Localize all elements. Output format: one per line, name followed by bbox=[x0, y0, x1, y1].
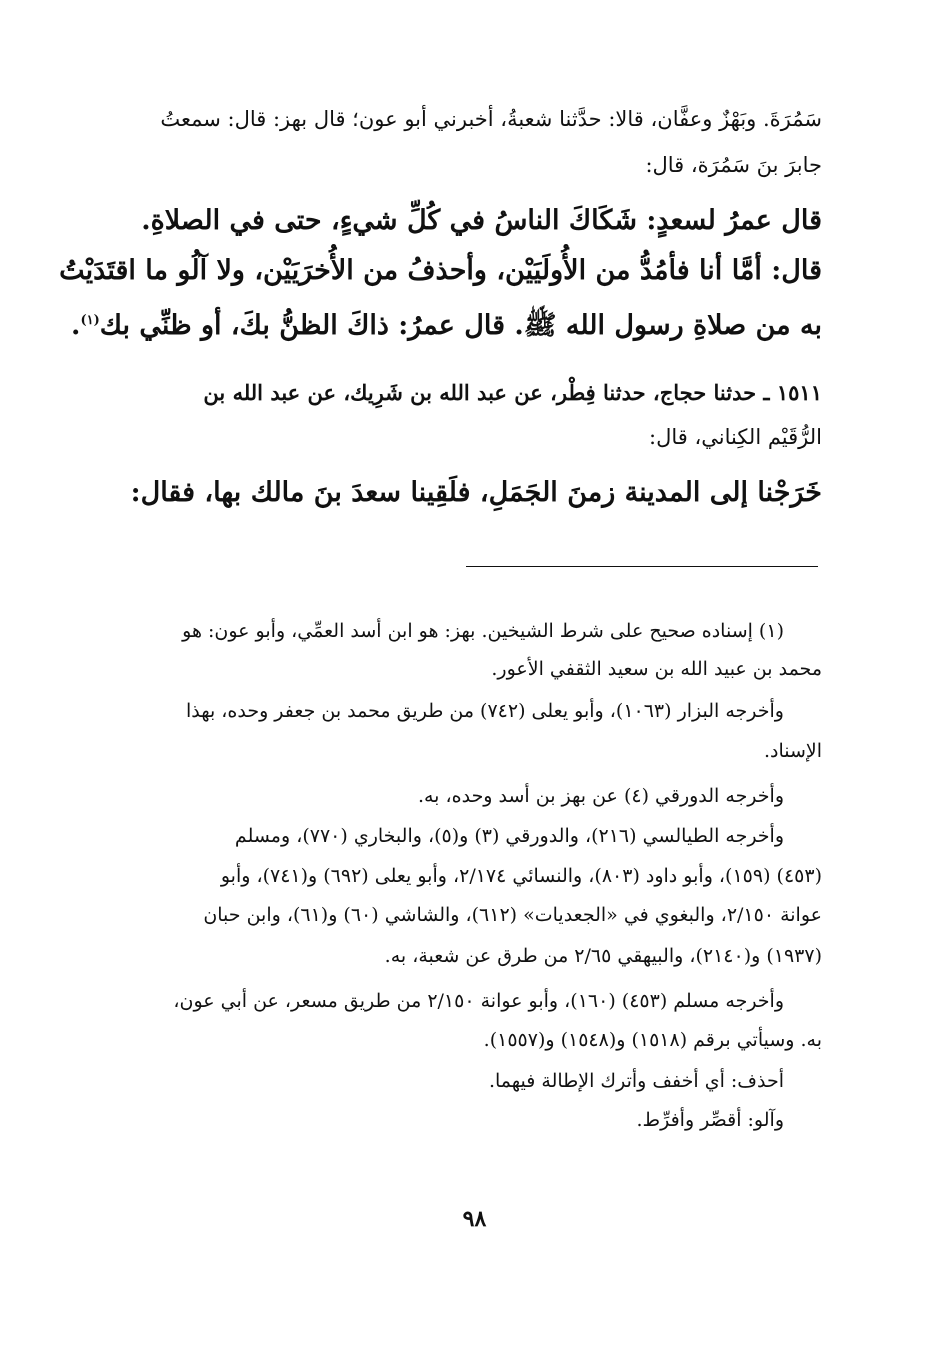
isnad-line: جابرَ بنَ سَمُرَة، قال: bbox=[645, 153, 822, 177]
hadith-text-line: خَرَجْنا إلى المدينة زمنَ الجَمَلِ، فلَقِينا سعدَ بنَ مالك بها، فقال: bbox=[130, 477, 822, 508]
footnote-line: أحذف: أي أخفف وأترك الإطالة فيهما. bbox=[488, 1070, 784, 1092]
page-number: ٩٨ bbox=[462, 1206, 487, 1232]
footnote-line: وأخرجه الدورقي (٤) عن بهز بن أسد وحده، به. bbox=[417, 785, 784, 807]
hadith-text-line: قال عمرُ لسعدٍ: شَكَاكَ الناسُ في كُلِّ شيءٍ، حتى في الصلاةِ. bbox=[141, 205, 822, 236]
footnote-line: وآلو: أقصِّر وأفرِّط. bbox=[636, 1109, 784, 1131]
isnad-line bbox=[110, 368, 822, 418]
footnote-line: وأخرجه الطيالسي (٢١٦)، والدورقي (٣) و(٥)، والبخاري (٧٧٠)، ومسلم bbox=[234, 825, 784, 847]
hadith-text: به من صلاةِ رسول الله ﷺ. قال عمرُ: ذاكَ الظنُّ بكَ، أو ظنِّي بك bbox=[99, 310, 822, 341]
footnote-line: محمد بن عبيد الله بن سعيد الثقفي الأعور. bbox=[491, 658, 822, 680]
hadith-text-line: به من صلاةِ رسول الله ﷺ. قال عمرُ: ذاكَ الظنُّ بكَ، أو ظنِّي بك$^{(١)}$. bbox=[71, 310, 822, 341]
footnote-line: وأخرجه مسلم (٤٥٣) (١٦٠)، وأبو عوانة ٢/١٥٠ من طريق مسعر، عن أبي عون، bbox=[173, 990, 784, 1012]
footnote-line: وأخرجه البزار (١٠٦٣)، وأبو يعلى (٧٤٢) من طريق محمد بن جعفر وحده، بهذا bbox=[185, 700, 784, 722]
footnote-line: (٤٥٣) (١٥٩)، وأبو داود (٨٠٣)، والنسائي ٢/١٧٤، وأبو يعلى (٦٩٢) و(٧٤١)، وأبو bbox=[220, 865, 822, 887]
footnote-separator bbox=[466, 566, 818, 567]
footnote-line: الإسناد. bbox=[763, 740, 822, 762]
isnad-line: الرُّقَيْم الكِناني، قال: bbox=[649, 425, 822, 449]
footnote-line: عوانة ٢/١٥٠، والبغوي في «الجعديات» (٦١٢)، والشاشي (٦٠) و(٦١)، وابن حبان bbox=[203, 904, 822, 926]
footnote-marker: (١) bbox=[80, 313, 100, 328]
footnote-line: به. وسيأتي برقم (١٥١٨) و(١٥٤٨) و(١٥٥٧). bbox=[483, 1029, 822, 1051]
isnad-line: سَمُرَةَ. وبَهْزٌ وعفَّان، قالا: حدَّثنا شعبةُ، أخبرني أبو عون؛ قال بهز: قال: سمعتُ bbox=[160, 107, 822, 131]
footnote-line: (١٩٣٧) و(٢١٤٠)، والبيهقي ٢/٦٥ من طرق عن شعبة، به. bbox=[384, 945, 822, 967]
hadith-number-line: ١٥١١ ـ حدثنا حجاج، حدثنا فِطْر، عن عبد الله بن شَرِيك، عن عبد الله بن bbox=[203, 380, 822, 405]
hadith-text-line: قال: أمَّا أنا فأمُدُّ من الأُولَيَيْن، وأحذفُ من الأُخرَيَيْن، ولا آلُو ما اقتَدَيْتُ bbox=[59, 255, 822, 286]
footnote-line: (١) إسناده صحيح على شرط الشيخين. بهز: هو ابن أسد العمِّي، وأبو عون: هو bbox=[182, 620, 784, 642]
